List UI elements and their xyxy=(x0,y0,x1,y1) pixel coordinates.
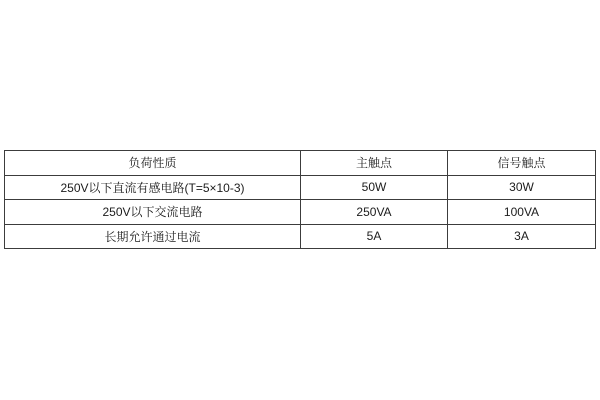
header-cell-main-contact: 主触点 xyxy=(301,151,448,176)
cell-load-nature: 250V以下交流电路 xyxy=(5,200,301,225)
cell-main-contact: 50W xyxy=(301,175,448,200)
cell-main-contact: 5A xyxy=(301,224,448,249)
cell-signal-contact: 3A xyxy=(448,224,596,249)
cell-signal-contact: 30W xyxy=(448,175,596,200)
table-header-row xyxy=(5,151,596,176)
table-row xyxy=(5,175,596,200)
header-cell-signal-contact: 信号触点 xyxy=(448,151,596,176)
table-row xyxy=(5,224,596,249)
header-cell-load-nature: 负荷性质 xyxy=(5,151,301,176)
cell-main-contact: 250VA xyxy=(301,200,448,225)
load-spec-table-container xyxy=(4,150,595,249)
table-row xyxy=(5,200,596,225)
load-spec-table xyxy=(4,150,596,249)
cell-signal-contact: 100VA xyxy=(448,200,596,225)
cell-load-nature: 250V以下直流有感电路(T=5×10-3) xyxy=(5,175,301,200)
cell-load-nature: 长期允许通过电流 xyxy=(5,224,301,249)
